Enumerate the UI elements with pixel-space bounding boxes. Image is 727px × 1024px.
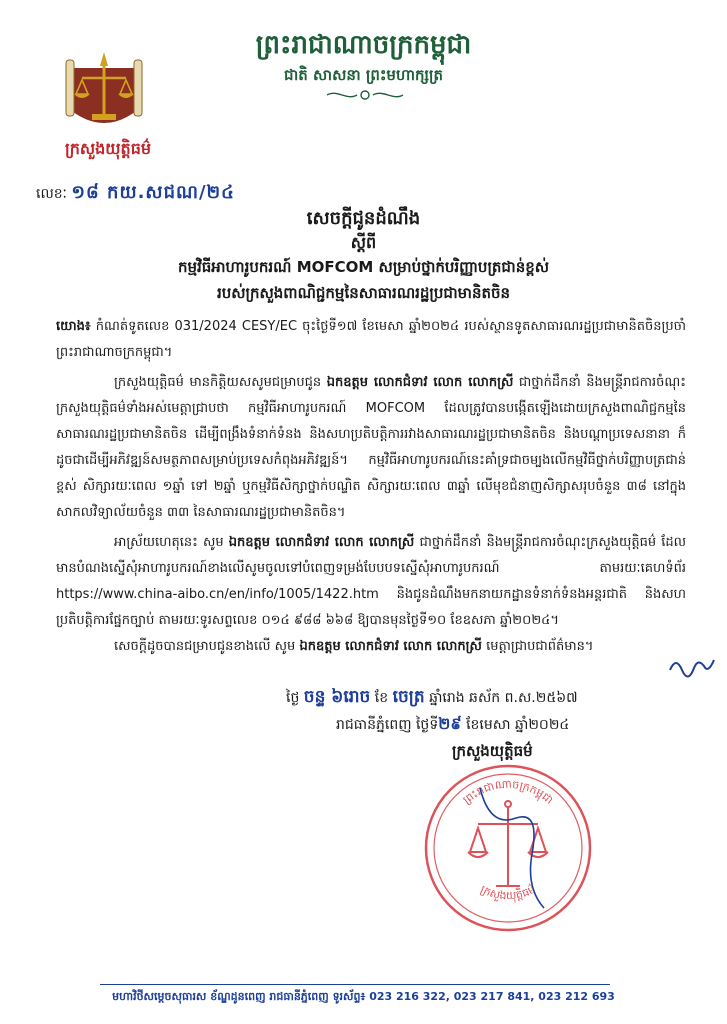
ornament-divider-icon [325,88,405,102]
reference-value: ១៨ កយ.សជណ/២៤ [71,182,235,203]
paragraph-2-mid: ជាថ្នាក់ដឹកនាំ និងមន្ត្រីរាជការចំណុះក្រសួងយុត្តិធម៌ ដែលមានបំណងស្នើសុំអាហារូបករណ៍ខាងលើសូមចូលទៅបំពេញទម្រង់បែបបទស្នើសុំអាហារូបករណ៍ តាមរយៈគេហទំព័រ [56,535,686,576]
ministry-name: ក្រសួងយុត្តិធម៌ [64,139,151,158]
paragraph-2-rest: និងជូនដំណឹងមកនាយកដ្ឋានទំនាក់ទំនងអន្តរជាតិ និងសហប្រតិបត្តិការផ្នែកច្បាប់ តាមរយៈទូរសព្ទលេខ ០១៤ ៩៨៨ ៦៦៨ ឱ្យបានមុនថ្ងៃទី១០ ខែឧសភា ឆ្នាំ២០២៤។ [56,587,686,628]
paragraph-3-start: សេចក្តីដូចបានជម្រាបជូនខាងលើ សូម [114,639,300,654]
notice-subject-ministry: របស់ក្រសួងពាណិជ្ជកម្មនៃសាធារណរដ្ឋប្រជាមានិតចិន [216,284,511,302]
solar-date-rest: ខែមេសា ឆ្នាំ២០២៤ [461,717,570,733]
paragraph-2 [56,530,686,634]
solar-day: ២៩ [438,714,462,733]
seal-text-bottom: ក្រសួងយុត្តិធម៌ [478,882,538,903]
paragraph-2-start: អាស្រ័យហេតុនេះ សូម [114,535,229,550]
notice-about: ស្តីពី [350,233,377,252]
reference-paragraph [56,314,686,366]
signing-ministry: ក្រសួងយុត្តិធម៌ [452,742,533,760]
paragraph-3-rest: មេត្តាជ្រាបជាព័ត៌មាន។ [481,639,594,654]
lunar-date-prefix: ថ្ងៃ [286,690,300,706]
footer-address: មហាវិថីសម្ដេចសុធារស ខ័ណ្ឌដូនពេញ រាជធានីភ្នំពេញ ទូរស័ព្ទ៖ [112,990,366,1003]
reference-paragraph-label: យោង៖ [56,319,91,334]
notice-subject: កម្មវិធីអាហារូបករណ៍ MOFCOM សម្រាប់ថ្នាក់បរិញ្ញាបត្រជាន់ខ្ពស់ [177,258,550,276]
notice-title: សេចក្តីជូនដំណឹង [306,208,421,229]
application-website-link[interactable]: https://www.china-aibo.cn/en/info/1005/1422.htm [56,587,379,602]
paragraph-2-honorific: ឯកឧត្តម លោកជំទាវ លោក លោកស្រី [228,535,415,550]
reference-number [36,180,235,207]
reference-label: លេខៈ [36,186,67,202]
paragraph-1-honorific: ឯកឧត្តម លោកជំទាវ លោក លោកស្រី [326,375,514,390]
solar-date [336,713,569,737]
kingdom-title: ព្រះរាជាណាចក្រកម្ពុជា [255,30,472,60]
footer-contact [0,990,727,1006]
lunar-month: ចេត្រ [392,687,425,707]
lunar-month-label: ខែ [374,690,389,706]
scales-of-justice-icon [468,801,548,886]
solar-date-prefix: រាជធានីភ្នំពេញ ថ្ងៃទី [336,717,439,733]
national-motto: ជាតិ សាសនា ព្រះមហាក្សត្រ [284,66,443,84]
paragraph-3-honorific: ឯកឧត្តម លោកជំទាវ លោក លោកស្រី [299,639,482,654]
handwritten-initial-signature [668,652,718,686]
paragraph-1-rest: ជាថ្នាក់ដឹកនាំ និងមន្ត្រីរាជការចំណុះក្រសួងយុត្តិធម៌ទាំងអស់មេត្តាជ្រាបថា កម្មវិធីអាហារូបករណ៍ MOFCOM ដែលត្រូវបានបង្កើតឡើងដោយក្រសួងពាណិជ្ជកម្មនៃសាធារណរដ្ឋប្រជាមានិតចិន ដើម្បីពង្រឹងទំនាក់ទំនង និងសហប្រតិបត្តិការរវាងសាធារណរដ្ឋប្រជាមានិតចិន និងបណ្តាប្រទេសនានា ក៏ដូចជាដើម្បីអភិវឌ្ឍន៍សមត្ថភាពសម្រាប់ប្រទេសកំពុងអភិវឌ្ឍន៍។ កម្មវិធីអាហារូបករណ៍នេះគាំទ្រជាចម្បងលើកម្មវិធីថ្នាក់បរិញ្ញាបត្រជាន់ខ្ពស់ សិក្សារយៈពេល ១ឆ្នាំ ទៅ ២ឆ្នាំ ឬកម្មវិធីសិក្សាថ្នាក់បណ្ឌិត សិក្សារយៈពេល ៣ឆ្នាំ លើមុខជំនាញសិក្សាសរុបចំនួន ៣៨ នៅក្នុងសាកលវិទ្យាល័យចំនួន ៣៣ នៃសាធារណរដ្ឋប្រជាមានិតចិន។ [56,375,686,520]
footer-divider [100,984,610,985]
footer-phones: 023 216 322, 023 217 841, 023 212 693 [369,990,615,1003]
paragraph-1-start: ក្រសួងយុត្តិធម៌ មានកិត្តិយសសូមជម្រាបជូន [114,375,327,390]
paragraph-1 [56,370,686,526]
reference-paragraph-text: កំណត់ទូតលេខ 031/2024 CESY/EC ចុះថ្ងៃទី១៧ ខែមេសា ឆ្នាំ២០២៤ របស់ស្ថានទូតសាធារណរដ្ឋប្រជាមានិតចិនប្រចាំព្រះរាជាណាចក្រកម្ពុជា។ [56,319,686,360]
lunar-year: ឆ្នាំរោង ឆស័ក ព.ស.២៥៦៧ [429,690,578,706]
official-seal-stamp [420,758,596,936]
lunar-date [286,686,578,711]
lunar-day: ចន្ទ ៦រោច [303,687,371,707]
seal-text-top: ព្រះរាជាណាចក្រកម្ពុជា [460,777,556,807]
ministry-emblem-icon [62,48,146,134]
paragraph-3 [56,634,686,660]
